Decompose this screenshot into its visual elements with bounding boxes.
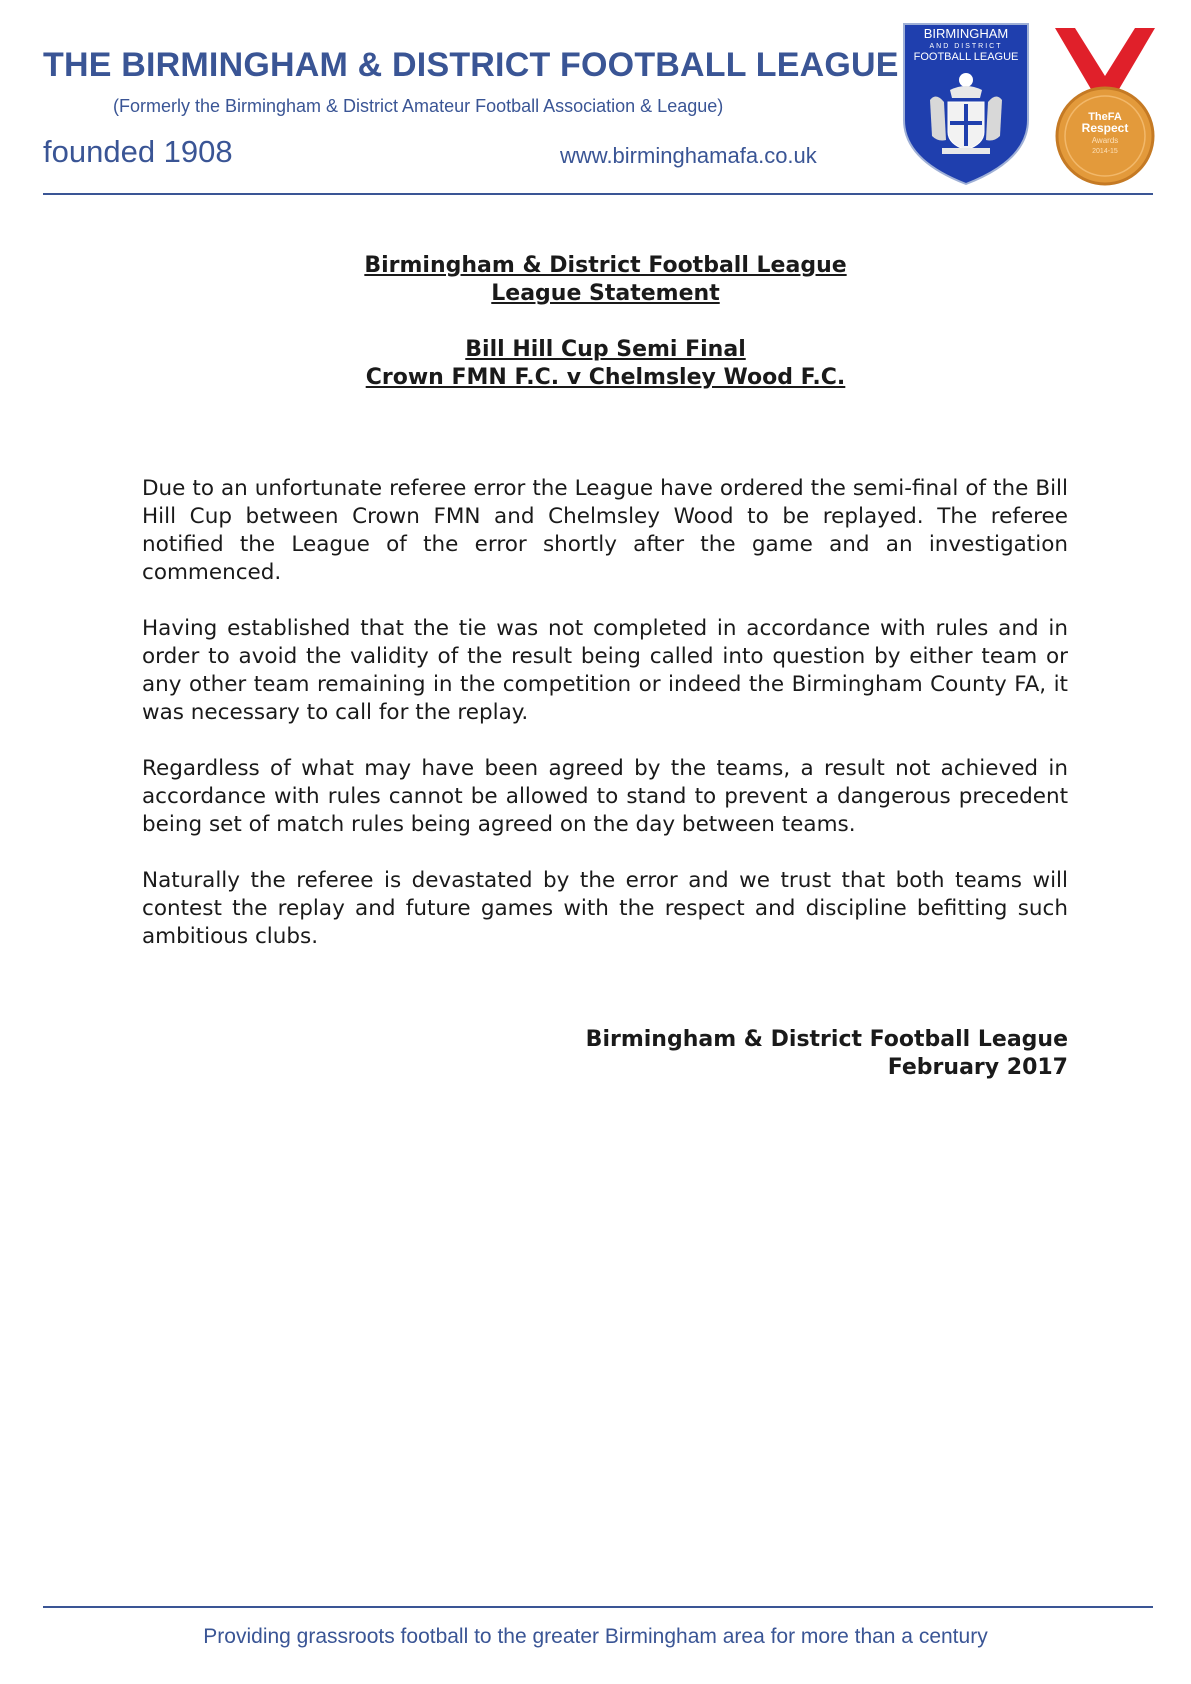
statement-heading bbox=[0, 252, 1191, 392]
league-crest-icon bbox=[900, 20, 1032, 188]
fa-respect-award-medal-icon bbox=[1053, 24, 1157, 192]
heading-fixture: Crown FMN F.C. v Chelmsley Wood F.C. bbox=[365, 365, 846, 390]
crest-line2: AND DISTRICT bbox=[929, 43, 1003, 50]
signoff-date: February 2017 bbox=[887, 1055, 1068, 1080]
heading-organisation: Birmingham & District Football League bbox=[364, 253, 847, 278]
heading-competition: Bill Hill Cup Semi Final bbox=[465, 337, 746, 362]
footer-divider bbox=[43, 1606, 1153, 1608]
heading-statement: League Statement bbox=[491, 281, 720, 306]
signoff-organisation: Birmingham & District Football League bbox=[585, 1027, 1068, 1052]
paragraph: Regardless of what may have been agreed by the teams, a result not achieved in accordance with rules cannot be allowed to stand to prevent a dangerous precedent being set of match rules being agreed on the day between teams. bbox=[142, 756, 1068, 837]
letterhead-subtitle: (Formerly the Birmingham & District Amateur Football Association & League) bbox=[113, 96, 724, 116]
medal-line4: 2014-15 bbox=[1092, 148, 1118, 155]
crest-line1: BIRMINGHAM bbox=[923, 26, 1009, 41]
medal-line2: Respect bbox=[1081, 121, 1129, 135]
letterhead-title: THE BIRMINGHAM & DISTRICT FOOTBALL LEAGUE bbox=[43, 46, 899, 84]
footer-tagline: Providing grassroots football to the greater Birmingham area for more than a century bbox=[203, 1625, 988, 1648]
founded-text: founded 1908 bbox=[43, 134, 233, 169]
website-link[interactable]: www.birminghamafa.co.uk bbox=[560, 143, 817, 168]
signoff bbox=[500, 1026, 1068, 1082]
crest-line3: FOOTBALL LEAGUE bbox=[913, 51, 1019, 63]
medal-line3: Awards bbox=[1091, 136, 1119, 145]
paragraph: Due to an unfortunate referee error the League have ordered the semi-final of the Bill Hill Cup between Crown FMN and Chelmsley Wood to be replayed. The referee notified the League of the error shortly after the game and an investigation commenced. bbox=[142, 476, 1068, 585]
paragraph: Having established that the tie was not completed in accordance with rules and in order to avoid the validity of the result being called into question by either team or any other team remaining in the competition or indeed the Birmingham County FA, it was necessary to call for the replay. bbox=[142, 616, 1068, 725]
statement-body bbox=[142, 475, 1068, 979]
paragraph: Naturally the referee is devastated by the error and we trust that both teams will contest the replay and future games with the respect and discipline befitting such ambitious clubs. bbox=[142, 868, 1068, 949]
header-divider bbox=[43, 193, 1153, 195]
medal-line1: TheFA bbox=[1088, 111, 1122, 123]
